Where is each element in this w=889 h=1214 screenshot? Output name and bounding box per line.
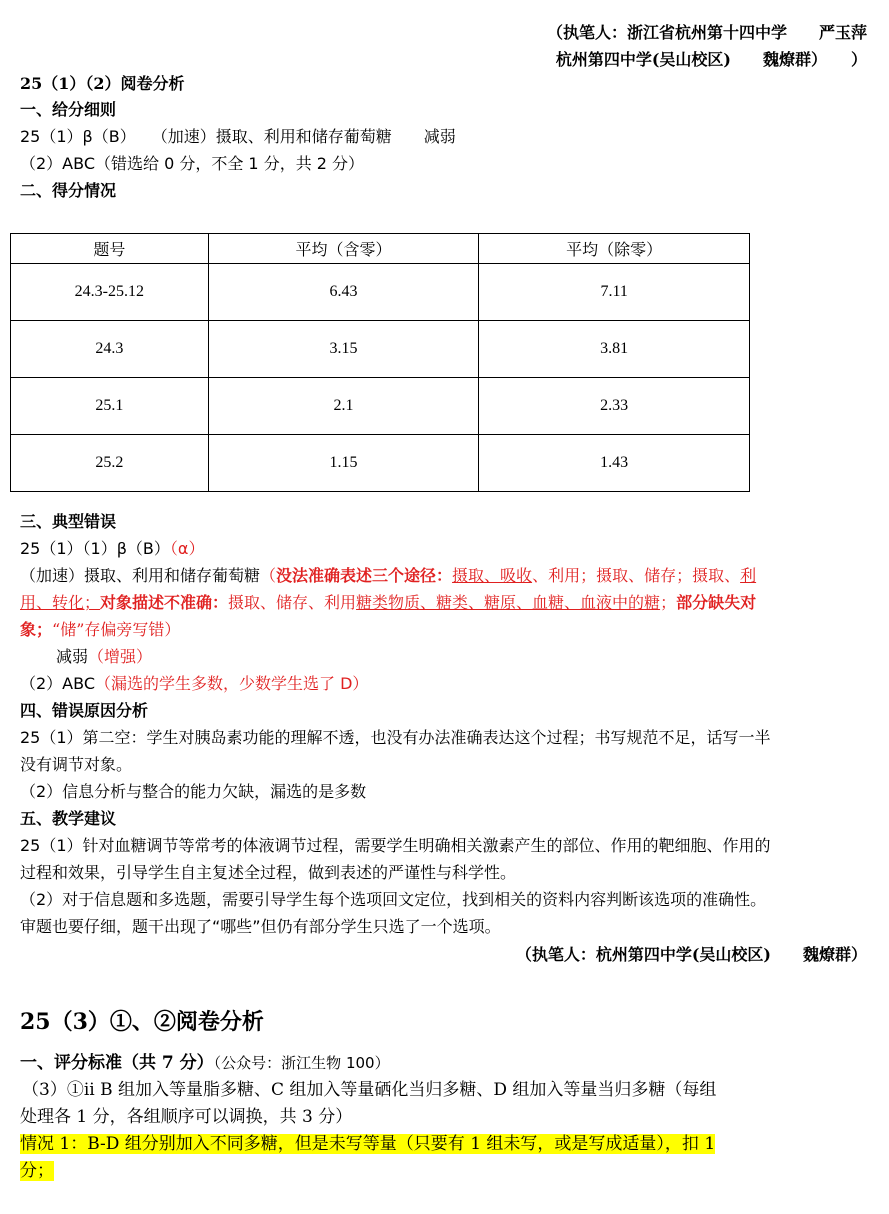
advice-line-4: 审题也要仔细，题干出现了“哪些”但仍有部分学生只选了一个选项。 [20, 917, 501, 936]
table-cell: 24.3-25.12 [11, 264, 209, 321]
table-cell: 3.81 [479, 321, 750, 378]
advice-line-1: 25（1）针对血糖调节等常考的体液调节过程，需要学生明确相关激素产生的部位、作用的靶细胞、作用的 [20, 836, 771, 855]
error-text: 摄取、吸收 [452, 566, 533, 585]
error-wrong-answer: （增强） [88, 647, 153, 666]
error-prefix: （2）ABC [20, 674, 95, 693]
heading-scoring-standard [20, 1050, 390, 1076]
table-cell: 6.43 [208, 264, 479, 321]
heading-text: 一、评分标准（共 7 分） [20, 1053, 214, 1073]
error-line-3 [20, 590, 756, 616]
cause-line-3: （2）信息分析与整合的能力欠缺，漏选的是多数 [20, 782, 367, 801]
section-title: 25（1）（2）阅卷分析 [20, 74, 185, 93]
advice-line-2: 过程和效果，引导学生自主复述全过程，做到表述的严谨性与科学性。 [20, 863, 517, 882]
cause-line-2: 没有调节对象。 [20, 755, 133, 774]
error-label-missing: 部分缺失对 [676, 593, 757, 612]
error-label-paths: 没法准确表述三个途径： [276, 566, 453, 585]
heading-cause-analysis: 四、错误原因分析 [20, 701, 149, 720]
case-line-1 [20, 1131, 715, 1157]
rule-line-2: （2）ABC（错选给 0 分，不全 1 分，共 2 分） [20, 154, 365, 173]
error-text: 利 [740, 566, 757, 585]
error-text: ； [660, 593, 677, 612]
table-cell: 3.15 [208, 321, 479, 378]
error-label-missing: 象； [20, 620, 53, 639]
advice-line-3: （2）对于信息题和多选题，需要引导学生每个选项回文定位，找到相关的资料内容判断该选项的准确性。 [20, 890, 767, 909]
author-line-1: （执笔人：浙江省杭州第十四中学 严玉萍 [546, 23, 867, 42]
error-line-6 [20, 671, 368, 697]
standard-line-1: （3）①ii B 组加入等量脂多糖、C 组加入等量硒化当归多糖、D 组加入等量当归多糖（每组 [22, 1080, 717, 1100]
table-row [11, 321, 750, 378]
table-cell: 24.3 [11, 321, 209, 378]
error-text: 摄取、储存、利用 [228, 593, 357, 612]
table-row [11, 378, 750, 435]
error-text: 、利用；摄取、储存；摄取、 [532, 566, 741, 585]
case-line-2 [20, 1158, 54, 1184]
error-line-5 [56, 644, 152, 670]
table-row [11, 435, 750, 492]
score-table [10, 233, 750, 492]
error-answer: （加速）摄取、利用和储存葡萄糖 [20, 566, 261, 585]
error-prefix: 25（1）（1）β（B） [20, 539, 170, 558]
section-author: （执笔人：杭州第四中学(吴山校区) 魏燎群） [515, 945, 867, 964]
table-cell: 2.33 [479, 378, 750, 435]
standard-line-2: 处理各 1 分，各组顺序可以调换，共 3 分） [20, 1107, 353, 1127]
heading-score-status: 二、得分情况 [20, 181, 117, 200]
table-cell: 2.1 [208, 378, 479, 435]
cause-line-1: 25（1）第二空：学生对胰岛素功能的理解不透，也没有办法准确表达这个过程；书写规范不足，话写一半 [20, 728, 771, 747]
table-cell: 1.43 [479, 435, 750, 492]
section-title-25-3: 25（3）①、②阅卷分析 [20, 1009, 264, 1035]
heading-scoring-rules: 一、给分细则 [20, 100, 117, 119]
table-cell: 25.2 [11, 435, 209, 492]
table-header-cell: 题号 [11, 234, 209, 264]
error-text: 糖类物质、糖类、糖原、血糖、血液中的糖 [356, 593, 661, 612]
author-line-2: 杭州第四中学(吴山校区) 魏燎群） ） [555, 50, 867, 69]
error-line-4 [20, 617, 180, 643]
error-wrong-answer: （α） [169, 539, 205, 558]
error-text: “储”存偏旁写错） [52, 620, 181, 639]
heading-teaching-advice: 五、教学建议 [20, 809, 117, 828]
error-prefix: 减弱 [56, 647, 89, 666]
highlighted-text: 情况 1：B-D 组分别加入不同多糖，但是未写等量（只要有 1 组未写，或是写成适量），扣 1 [20, 1134, 716, 1154]
table-header-cell: 平均（含零） [208, 234, 479, 264]
error-wrong-answer: （漏选的学生多数，少数学生选了 D） [95, 674, 369, 693]
table-cell: 7.11 [479, 264, 750, 321]
error-paren: （ [260, 566, 277, 585]
table-header-cell: 平均（除零） [479, 234, 750, 264]
highlighted-text: 分； [20, 1161, 54, 1181]
error-line-1 [20, 536, 204, 562]
table-cell: 25.1 [11, 378, 209, 435]
error-label-object: 对象描述不准确： [100, 593, 229, 612]
rule-line-1: 25（1）β（B） （加速）摄取、利用和储存葡萄糖 减弱 [20, 127, 456, 146]
heading-typical-errors: 三、典型错误 [20, 512, 117, 531]
error-line-2 [20, 563, 756, 589]
heading-note: （公众号：浙江生物 100） [213, 1054, 390, 1072]
table-cell: 1.15 [208, 435, 479, 492]
error-text: 用、转化； [20, 593, 101, 612]
table-row [11, 264, 750, 321]
table-header-row [11, 234, 750, 264]
